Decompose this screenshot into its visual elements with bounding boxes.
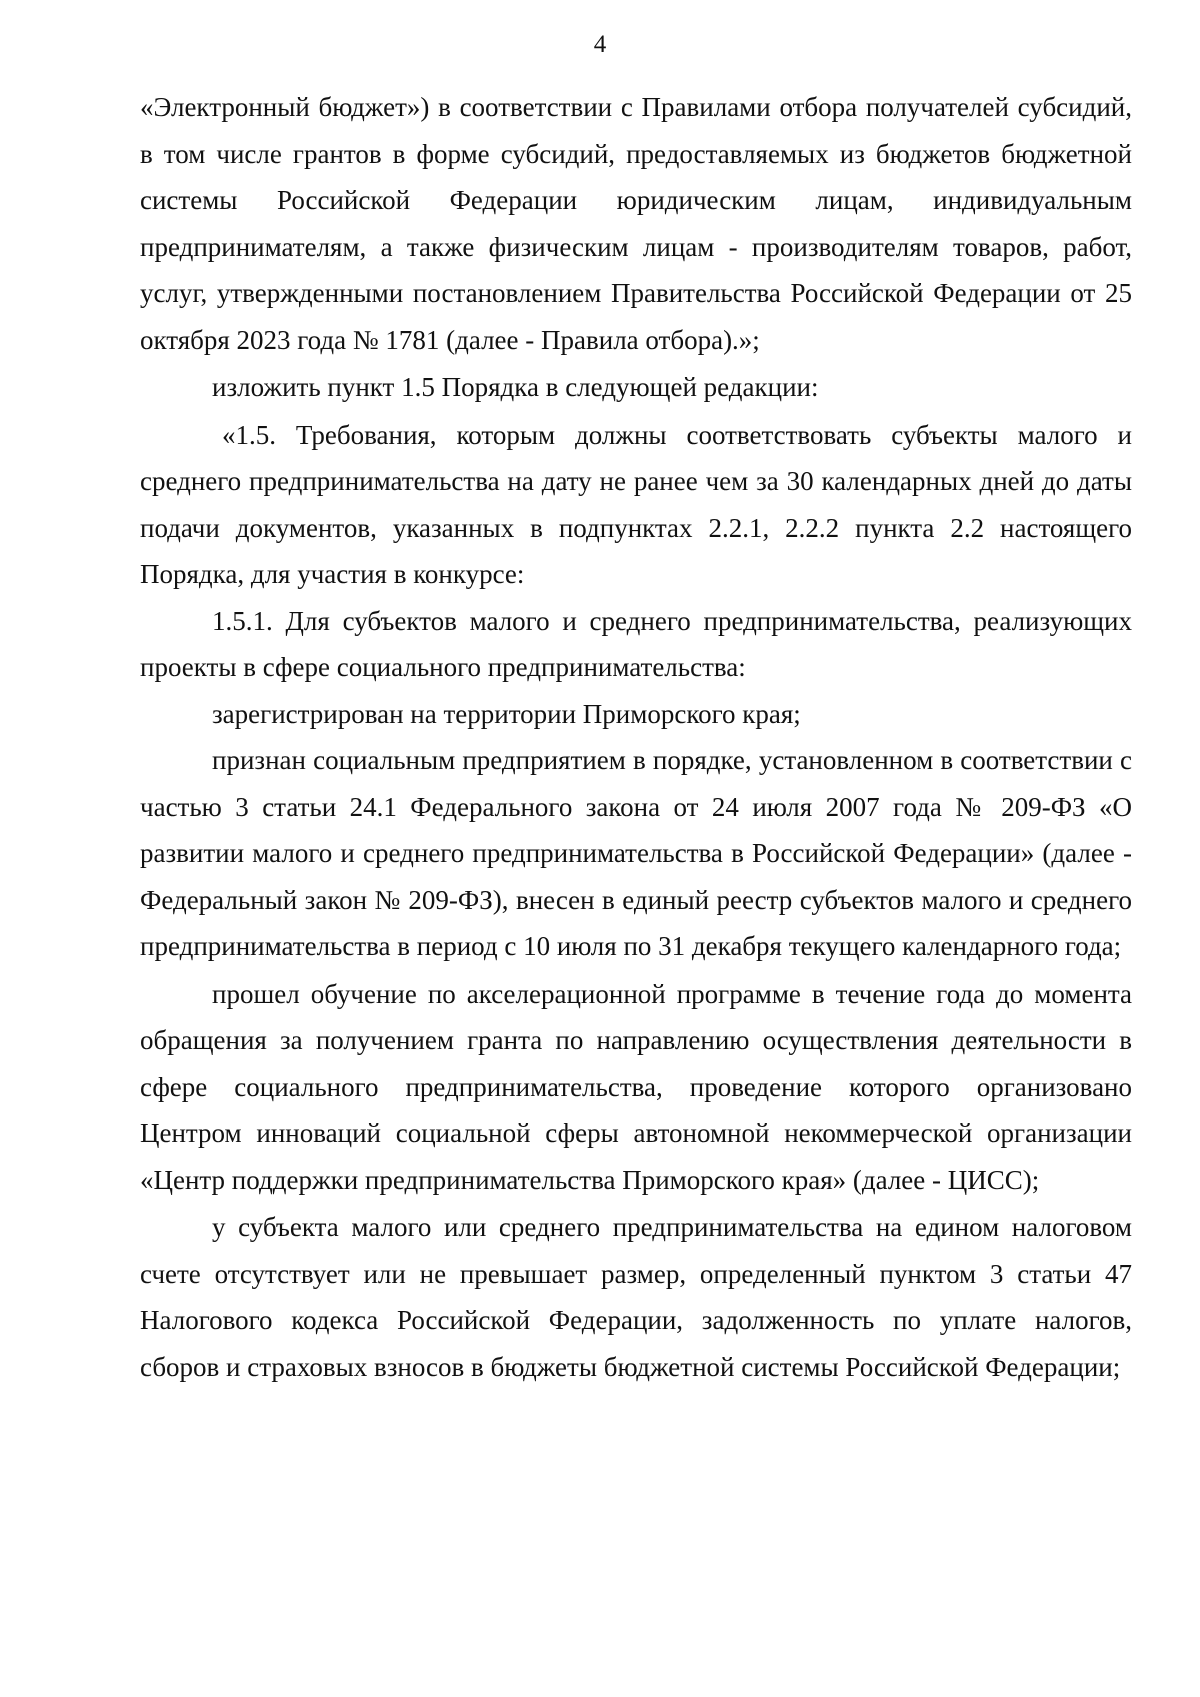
document-body — [140, 84, 1132, 1390]
paragraph-clause-1-5-requirements: «1.5. Требования, которым должны соответствовать субъекты малого и среднего предпринимательства на дату не ранее чем за 30 календарных дней до даты подачи документов, указанных в подпунктах 2.2.1, 2.2.2 пункта 2.2 настоящего Порядка, для участия в конкурсе: — [140, 419, 1132, 589]
paragraph-clause-1-5-1: 1.5.1. Для субъектов малого и среднего предпринимательства, реализующих проекты в сфере социального предпринимательства: — [140, 605, 1132, 682]
paragraph-social-enterprise: признан социальным предприятием в порядке, установленном в соответствии с частью 3 статьи 24.1 Федерального закона от 24 июля 2007 года № 209-ФЗ «О развитии малого и среднего предпринимательства в Российской Федерации» (далее - Федеральный закон № 209-ФЗ), внесен в единый реестр субъектов малого и среднего предпринимательства в период с 10 июля по 31 декабря текущего календарного года; — [140, 745, 1132, 961]
paragraph-acceleration-training: прошел обучение по акселерационной программе в течение года до момента обращения за получением гранта по направлению осуществления деятельности в сфере социального предпринимательства, проведение которого организовано Центром инноваций социальной сферы автономной некоммерческой организации «Центр поддержки предпринимательства Приморского края» (далее - ЦИСС); — [140, 978, 1132, 1195]
paragraph-amend-clause-1-5: изложить пункт 1.5 Порядка в следующей редакции: — [212, 372, 819, 402]
paragraph-continuation-electronic-budget: «Электронный бюджет») в соответствии с Правилами отбора получателей субсидий, в том числе грантов в форме субсидий, предоставляемых из бюджетов бюджетной системы Российской Федерации юридическим лицам, индивидуальным предпринимателям, а также физическим лицам - производителям товаров, работ, услуг, утвержденными постановлением Правительства Российской Федерации от 25 октября 2023 года № 1781 (далее - Правила отбора).»; — [140, 92, 1132, 355]
paragraph-registered-primorsky: зарегистрирован на территории Приморского края; — [212, 698, 801, 729]
page-number: 4 — [593, 31, 607, 58]
paragraph-tax-debt: у субъекта малого или среднего предпринимательства на едином налоговом счете отсутствует или не превышает размер, определенный пунктом 3 статьи 47 Налогового кодекса Российской Федерации, задолженность по уплате налогов, сборов и страховых взносов в бюджеты бюджетной системы Российской Федерации; — [140, 1212, 1132, 1382]
